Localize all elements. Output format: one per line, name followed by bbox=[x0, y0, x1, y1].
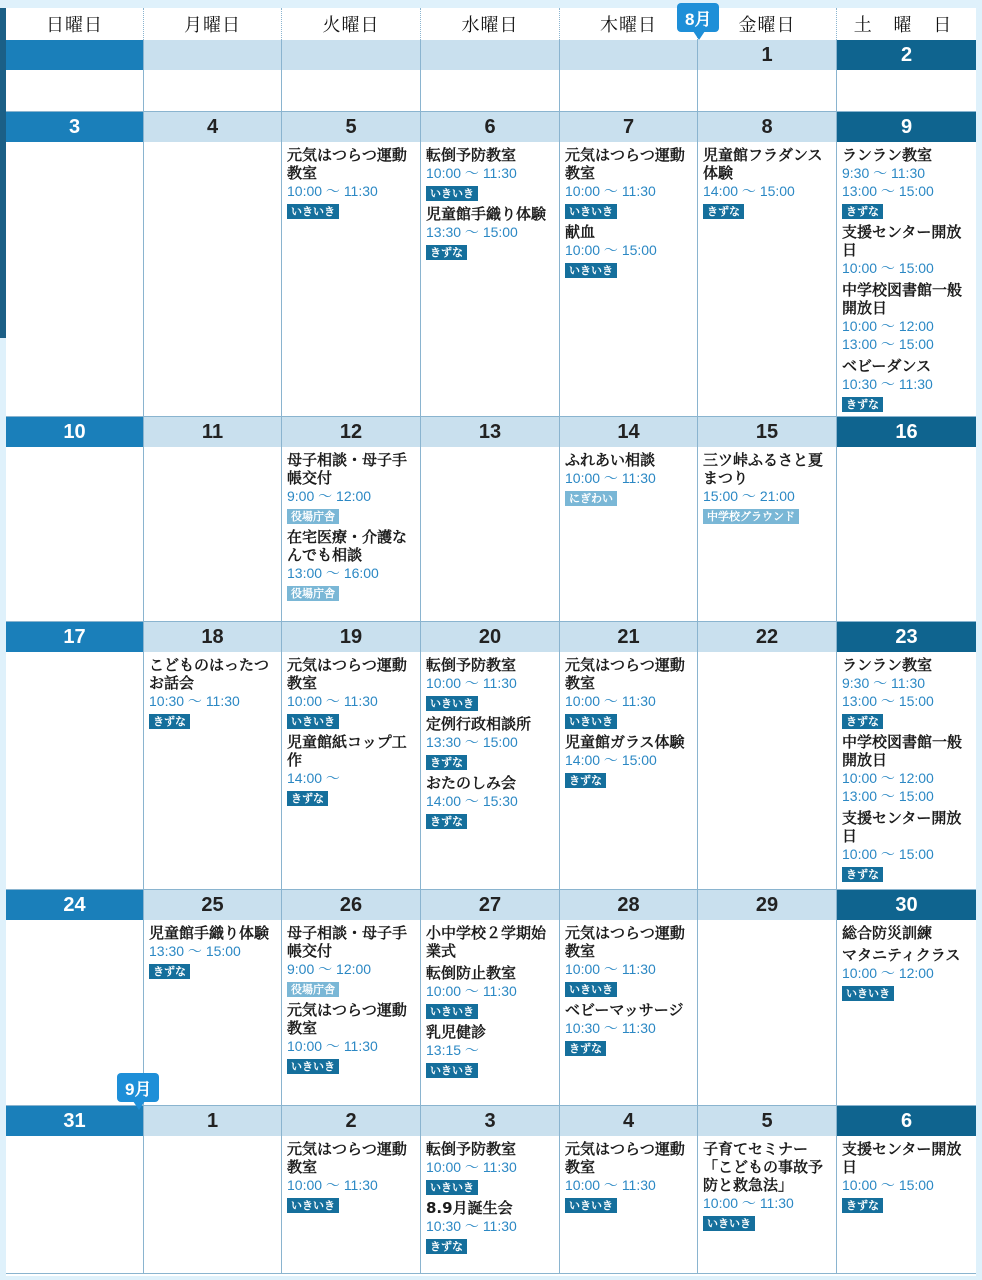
day-cell bbox=[144, 890, 282, 1106]
day-cell bbox=[421, 622, 560, 890]
event-time: 13:30 ～ 15:00 bbox=[149, 943, 241, 959]
day-number: 9 bbox=[837, 112, 976, 142]
location-badge: きずな bbox=[287, 791, 328, 806]
calendar-event bbox=[426, 1023, 555, 1078]
day-cell bbox=[144, 40, 282, 112]
event-title: 転倒予防教室 bbox=[426, 656, 517, 674]
event-list bbox=[560, 1136, 697, 1213]
day-number: 3 bbox=[421, 1106, 559, 1136]
day-number bbox=[6, 40, 143, 70]
event-list bbox=[560, 652, 697, 788]
day-cell bbox=[698, 112, 837, 417]
location-badge: いきいき bbox=[565, 714, 617, 729]
calendar-event bbox=[842, 946, 972, 1001]
day-number: 11 bbox=[144, 417, 281, 447]
day-cell bbox=[6, 112, 144, 417]
event-title: 三ツ峠ふるさと夏まつり bbox=[703, 451, 824, 487]
event-title: 元気はつらつ運動教室 bbox=[287, 146, 407, 182]
calendar-event bbox=[842, 223, 972, 277]
event-title: おたのしみ会 bbox=[426, 774, 517, 792]
location-badge: きずな bbox=[842, 867, 883, 882]
day-cell bbox=[282, 417, 421, 622]
calendar-event bbox=[565, 451, 693, 506]
event-title: 総合防災訓練 bbox=[842, 924, 933, 942]
month-label-september: 9月 bbox=[117, 1073, 159, 1102]
day-number: 3 bbox=[6, 112, 143, 142]
calendar-event bbox=[703, 1140, 832, 1231]
day-cell bbox=[421, 112, 560, 417]
event-time: 10:00 ～ 12:00 bbox=[842, 965, 934, 981]
calendar-event bbox=[842, 281, 972, 353]
location-badge: いきいき bbox=[287, 204, 339, 219]
calendar-event bbox=[842, 733, 972, 805]
event-title: ランラン教室 bbox=[842, 656, 933, 674]
event-time: 13:15 ～ bbox=[426, 1042, 479, 1058]
calendar-event bbox=[842, 924, 972, 942]
location-badge: いきいき bbox=[426, 1180, 478, 1195]
event-list bbox=[6, 652, 143, 656]
event-list bbox=[698, 652, 836, 656]
day-number: 20 bbox=[421, 622, 559, 652]
calendar-event bbox=[565, 1140, 693, 1213]
day-number: 18 bbox=[144, 622, 281, 652]
day-cell bbox=[698, 40, 837, 112]
event-list bbox=[421, 70, 559, 74]
event-list bbox=[698, 142, 836, 219]
event-time: 10:30 ～ 11:30 bbox=[565, 1020, 656, 1036]
day-number: 5 bbox=[282, 112, 420, 142]
calendar-event bbox=[565, 656, 693, 729]
day-cell bbox=[421, 40, 560, 112]
calendar-event bbox=[426, 656, 555, 711]
event-time: 10:30 ～ 11:30 bbox=[149, 693, 240, 709]
location-badge: いきいき bbox=[565, 1198, 617, 1213]
event-time: 10:00 ～ 15:00 bbox=[842, 846, 934, 862]
event-title: 元気はつらつ運動教室 bbox=[565, 146, 685, 182]
calendar-event bbox=[842, 809, 972, 882]
location-badge: いきいき bbox=[426, 696, 478, 711]
event-title: 8.9月誕生会 bbox=[426, 1199, 513, 1217]
day-cell bbox=[560, 417, 698, 622]
event-title: 元気はつらつ運動教室 bbox=[565, 1140, 685, 1176]
event-title: 転倒予防教室 bbox=[426, 1140, 517, 1158]
day-number: 14 bbox=[560, 417, 697, 447]
location-badge: 役場庁舎 bbox=[287, 586, 339, 601]
event-title: ベビーマッサージ bbox=[565, 1001, 684, 1019]
day-number: 7 bbox=[560, 112, 697, 142]
event-time: 13:00 ～ 15:00 bbox=[842, 693, 934, 709]
day-cell bbox=[698, 417, 837, 622]
location-badge: きずな bbox=[565, 1041, 606, 1056]
calendar-event bbox=[426, 1140, 555, 1195]
location-badge: きずな bbox=[565, 773, 606, 788]
calendar-event bbox=[149, 924, 277, 979]
calendar-event bbox=[426, 146, 555, 201]
event-list bbox=[421, 1136, 559, 1254]
event-title: 献血 bbox=[565, 223, 596, 241]
calendar-event bbox=[287, 1001, 416, 1074]
event-title: 母子相談・母子手帳交付 bbox=[287, 924, 408, 960]
calendar-event bbox=[287, 924, 416, 997]
event-title: 元気はつらつ運動教室 bbox=[287, 1001, 407, 1037]
day-number: 6 bbox=[837, 1106, 976, 1136]
event-list bbox=[421, 652, 559, 829]
day-cell bbox=[144, 112, 282, 417]
event-title: 児童館ガラス体験 bbox=[565, 733, 685, 751]
event-list bbox=[282, 920, 420, 1074]
day-number: 23 bbox=[837, 622, 976, 652]
event-list bbox=[144, 70, 281, 74]
day-cell bbox=[421, 1106, 560, 1274]
day-number: 2 bbox=[837, 40, 976, 70]
event-time: 10:00 ～ 11:30 bbox=[287, 693, 378, 709]
event-time: 10:00 ～ 11:30 bbox=[565, 1177, 656, 1193]
day-number bbox=[282, 40, 420, 70]
event-time: 13:30 ～ 15:00 bbox=[426, 224, 518, 240]
event-time: 10:00 ～ 15:00 bbox=[565, 242, 657, 258]
day-cell bbox=[837, 1106, 976, 1274]
event-title: 乳児健診 bbox=[426, 1023, 487, 1041]
event-list bbox=[282, 142, 420, 219]
event-time: 10:00 ～ 11:30 bbox=[426, 1159, 517, 1175]
day-cell bbox=[144, 622, 282, 890]
event-time: 14:00 ～ 15:00 bbox=[565, 752, 657, 768]
event-title: こどものはったつお話会 bbox=[149, 656, 270, 692]
event-title: 元気はつらつ運動教室 bbox=[565, 924, 685, 960]
event-list bbox=[144, 142, 281, 146]
location-badge: いきいき bbox=[842, 986, 894, 1001]
day-number: 27 bbox=[421, 890, 559, 920]
location-badge: いきいき bbox=[287, 1059, 339, 1074]
location-badge: きずな bbox=[842, 204, 883, 219]
event-list bbox=[282, 652, 420, 806]
day-cell bbox=[560, 112, 698, 417]
event-list bbox=[144, 920, 281, 979]
calendar-event bbox=[565, 924, 693, 997]
event-time: 9:00 ～ 12:00 bbox=[287, 961, 372, 977]
event-title: マタニティクラス bbox=[842, 946, 961, 964]
calendar-event bbox=[426, 1199, 555, 1254]
event-list bbox=[837, 652, 976, 882]
event-title: 中学校図書館一般開放日 bbox=[842, 733, 963, 769]
event-time: 10:00 ～ 11:30 bbox=[565, 470, 656, 486]
day-number: 4 bbox=[144, 112, 281, 142]
event-list bbox=[282, 447, 420, 601]
calendar-event bbox=[565, 733, 693, 788]
location-badge: にぎわい bbox=[565, 491, 617, 506]
day-number: 29 bbox=[698, 890, 836, 920]
day-cell bbox=[6, 40, 144, 112]
event-time: 10:00 ～ 15:00 bbox=[842, 1177, 934, 1193]
event-title: 支援センター開放日 bbox=[842, 223, 962, 259]
location-badge: きずな bbox=[842, 397, 883, 412]
event-time: 10:00 ～ 11:30 bbox=[426, 983, 517, 999]
event-time: 13:30 ～ 15:00 bbox=[426, 734, 518, 750]
event-time: 10:00 ～ 11:30 bbox=[703, 1195, 794, 1211]
location-badge: きずな bbox=[703, 204, 744, 219]
day-cell bbox=[421, 890, 560, 1106]
event-time: 10:30 ～ 11:30 bbox=[426, 1218, 517, 1234]
calendar-event bbox=[426, 964, 555, 1019]
event-time: 13:00 ～ 15:00 bbox=[842, 788, 934, 804]
day-number: 15 bbox=[698, 417, 836, 447]
event-list bbox=[837, 142, 976, 412]
calendar-event bbox=[149, 656, 277, 729]
event-title: ランラン教室 bbox=[842, 146, 933, 164]
event-list bbox=[698, 920, 836, 924]
day-cell bbox=[6, 1106, 144, 1274]
event-title: 転倒防止教室 bbox=[426, 964, 517, 982]
day-number: 4 bbox=[560, 1106, 697, 1136]
day-number bbox=[560, 40, 697, 70]
event-time: 10:00 ～ 11:30 bbox=[565, 693, 656, 709]
day-number: 5 bbox=[698, 1106, 836, 1136]
event-list bbox=[837, 920, 976, 1001]
day-number: 17 bbox=[6, 622, 143, 652]
event-title: 支援センター開放日 bbox=[842, 809, 962, 845]
weekday-wed: 水曜日 bbox=[421, 8, 560, 40]
day-number: 1 bbox=[144, 1106, 281, 1136]
event-list bbox=[144, 447, 281, 451]
event-list bbox=[6, 1136, 143, 1140]
event-time: 10:30 ～ 11:30 bbox=[842, 376, 933, 392]
location-badge: いきいき bbox=[426, 186, 478, 201]
event-time: 9:30 ～ 11:30 bbox=[842, 165, 926, 181]
day-cell bbox=[698, 1106, 837, 1274]
weekday-fri: 金曜日 bbox=[698, 8, 837, 40]
calendar-event bbox=[287, 528, 416, 601]
day-cell bbox=[837, 622, 976, 890]
event-title: 母子相談・母子手帳交付 bbox=[287, 451, 408, 487]
calendar-event bbox=[842, 146, 972, 219]
location-badge: きずな bbox=[149, 714, 190, 729]
calendar-event bbox=[426, 205, 555, 260]
calendar-event bbox=[287, 656, 416, 729]
day-cell bbox=[560, 1106, 698, 1274]
day-cell bbox=[144, 1106, 282, 1274]
weekday-sun: 日曜日 bbox=[6, 8, 144, 40]
day-cell bbox=[837, 890, 976, 1106]
weekday-thu: 木曜日 bbox=[560, 8, 698, 40]
event-time: 13:00 ～ 15:00 bbox=[842, 183, 934, 199]
event-time: 10:00 ～ 11:30 bbox=[287, 1038, 378, 1054]
day-number: 28 bbox=[560, 890, 697, 920]
day-cell bbox=[837, 417, 976, 622]
event-title: 転倒予防教室 bbox=[426, 146, 517, 164]
event-time: 13:00 ～ 16:00 bbox=[287, 565, 379, 581]
location-badge: いきいき bbox=[565, 263, 617, 278]
calendar-event bbox=[842, 656, 972, 729]
day-number: 25 bbox=[144, 890, 281, 920]
location-badge: いきいき bbox=[426, 1063, 478, 1078]
day-cell bbox=[282, 40, 421, 112]
event-list bbox=[282, 70, 420, 74]
location-badge: 中学校グラウンド bbox=[703, 509, 799, 524]
day-number: 24 bbox=[6, 890, 143, 920]
event-time: 10:00 ～ 15:00 bbox=[842, 260, 934, 276]
event-list bbox=[6, 142, 143, 146]
day-cell bbox=[282, 112, 421, 417]
event-time: 9:00 ～ 12:00 bbox=[287, 488, 372, 504]
event-time: 10:00 ～ 11:30 bbox=[287, 1177, 378, 1193]
day-cell bbox=[837, 40, 976, 112]
event-title: 在宅医療・介護なんでも相談 bbox=[287, 528, 408, 564]
event-list bbox=[282, 1136, 420, 1213]
event-time: 14:00 ～ 15:00 bbox=[703, 183, 795, 199]
event-time: 10:00 ～ 11:30 bbox=[426, 165, 517, 181]
calendar-event bbox=[426, 715, 555, 770]
weekday-sat: 土 曜 日 bbox=[853, 15, 960, 36]
event-list bbox=[698, 447, 836, 524]
event-title: 小中学校２学期始業式 bbox=[426, 924, 547, 960]
event-time: 9:30 ～ 11:30 bbox=[842, 675, 926, 691]
location-badge: きずな bbox=[426, 814, 467, 829]
day-number: 1 bbox=[698, 40, 836, 70]
event-time: 14:00 ～ bbox=[287, 770, 340, 786]
event-time: 14:00 ～ 15:30 bbox=[426, 793, 518, 809]
day-number: 31 bbox=[6, 1106, 143, 1136]
event-time: 10:00 ～ 11:30 bbox=[287, 183, 378, 199]
calendar-event bbox=[426, 924, 555, 960]
calendar-event bbox=[703, 146, 832, 219]
day-number: 21 bbox=[560, 622, 697, 652]
day-cell bbox=[421, 417, 560, 622]
day-number: 8 bbox=[698, 112, 836, 142]
event-title: 子育てセミナー「こどもの事故予防と救急法」 bbox=[703, 1140, 824, 1194]
calendar-event bbox=[426, 774, 555, 829]
location-badge: きずな bbox=[842, 714, 883, 729]
day-cell bbox=[560, 622, 698, 890]
location-badge: きずな bbox=[426, 245, 467, 260]
calendar-event bbox=[287, 451, 416, 524]
calendar-event bbox=[565, 146, 693, 219]
event-list bbox=[421, 447, 559, 451]
event-title: 児童館手織り体験 bbox=[426, 205, 547, 223]
day-cell bbox=[144, 417, 282, 622]
event-list bbox=[698, 70, 836, 74]
day-cell bbox=[837, 112, 976, 417]
location-badge: きずな bbox=[426, 1239, 467, 1254]
day-number: 6 bbox=[421, 112, 559, 142]
event-list bbox=[837, 70, 976, 74]
day-number: 26 bbox=[282, 890, 420, 920]
event-time: 13:00 ～ 15:00 bbox=[842, 336, 934, 352]
event-title: 児童館フラダンス体験 bbox=[703, 146, 823, 182]
calendar-event bbox=[842, 357, 972, 412]
month-label-august: 8月 bbox=[677, 3, 719, 32]
event-title: 元気はつらつ運動教室 bbox=[565, 656, 685, 692]
location-badge: いきいき bbox=[426, 1004, 478, 1019]
location-badge: いきいき bbox=[565, 204, 617, 219]
event-time: 10:00 ～ 11:30 bbox=[565, 183, 656, 199]
day-number bbox=[144, 40, 281, 70]
event-time: 10:00 ～ 11:30 bbox=[426, 675, 517, 691]
event-title: 元気はつらつ運動教室 bbox=[287, 656, 407, 692]
weekday-tue: 火曜日 bbox=[282, 8, 421, 40]
event-title: 中学校図書館一般開放日 bbox=[842, 281, 963, 317]
day-cell bbox=[282, 622, 421, 890]
event-list bbox=[837, 1136, 976, 1213]
event-list bbox=[144, 1136, 281, 1140]
day-cell bbox=[560, 890, 698, 1106]
day-number: 10 bbox=[6, 417, 143, 447]
location-badge: 役場庁舎 bbox=[287, 509, 339, 524]
calendar-event bbox=[703, 451, 832, 524]
weekday-header bbox=[6, 8, 976, 41]
event-list bbox=[144, 652, 281, 729]
day-cell bbox=[6, 417, 144, 622]
calendar-event bbox=[287, 733, 416, 806]
event-time: 10:00 ～ 11:30 bbox=[565, 961, 656, 977]
event-title: 児童館紙コップ工作 bbox=[287, 733, 407, 769]
event-title: ふれあい相談 bbox=[565, 451, 656, 469]
calendar-event bbox=[287, 1140, 416, 1213]
event-list bbox=[560, 70, 697, 74]
location-badge: いきいき bbox=[703, 1216, 755, 1231]
event-title: 児童館手織り体験 bbox=[149, 924, 270, 942]
event-list bbox=[6, 447, 143, 451]
day-cell bbox=[282, 1106, 421, 1274]
location-badge: いきいき bbox=[287, 1198, 339, 1213]
event-time: 10:00 ～ 12:00 bbox=[842, 318, 934, 334]
event-list bbox=[560, 920, 697, 1056]
day-cell bbox=[698, 622, 837, 890]
day-cell bbox=[282, 890, 421, 1106]
calendar-event bbox=[565, 1001, 693, 1056]
day-number bbox=[421, 40, 559, 70]
event-list bbox=[560, 142, 697, 278]
event-title: 元気はつらつ運動教室 bbox=[287, 1140, 407, 1176]
day-number: 13 bbox=[421, 417, 559, 447]
event-title: ベビーダンス bbox=[842, 357, 932, 375]
weekday-mon: 月曜日 bbox=[144, 8, 282, 40]
event-list bbox=[421, 920, 559, 1078]
day-cell bbox=[560, 40, 698, 112]
day-number: 2 bbox=[282, 1106, 420, 1136]
day-number: 12 bbox=[282, 417, 420, 447]
event-list bbox=[6, 70, 143, 74]
calendar-event bbox=[565, 223, 693, 278]
day-cell bbox=[6, 622, 144, 890]
location-badge: きずな bbox=[149, 964, 190, 979]
location-badge: いきいき bbox=[287, 714, 339, 729]
event-list bbox=[421, 142, 559, 260]
event-title: 定例行政相談所 bbox=[426, 715, 532, 733]
event-title: 支援センター開放日 bbox=[842, 1140, 962, 1176]
day-number: 19 bbox=[282, 622, 420, 652]
event-time: 15:00 ～ 21:00 bbox=[703, 488, 795, 504]
day-cell bbox=[698, 890, 837, 1106]
location-badge: きずな bbox=[842, 1198, 883, 1213]
day-number: 22 bbox=[698, 622, 836, 652]
event-list bbox=[6, 920, 143, 924]
calendar-event bbox=[287, 146, 416, 219]
location-badge: きずな bbox=[426, 755, 467, 770]
event-list bbox=[560, 447, 697, 506]
event-time: 10:00 ～ 12:00 bbox=[842, 770, 934, 786]
day-number: 30 bbox=[837, 890, 976, 920]
location-badge: いきいき bbox=[565, 982, 617, 997]
location-badge: 役場庁舎 bbox=[287, 982, 339, 997]
day-number: 16 bbox=[837, 417, 976, 447]
event-list bbox=[698, 1136, 836, 1231]
event-list bbox=[837, 447, 976, 451]
calendar-event bbox=[842, 1140, 972, 1213]
